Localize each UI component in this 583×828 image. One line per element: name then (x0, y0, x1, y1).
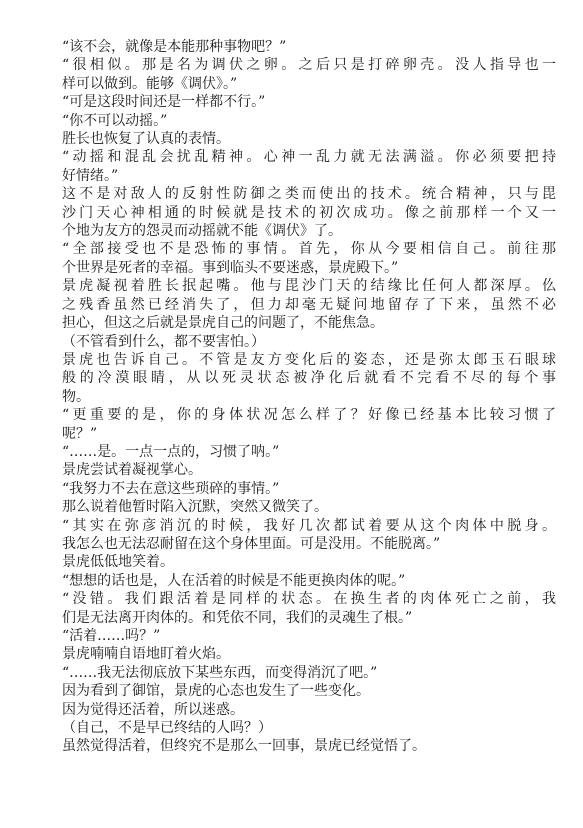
text-line: “没错。我们跟活着是同样的状态。在换生者的肉体死亡之前，我 (62, 591, 556, 608)
text-line: 个地为友方的怨灵而动摇就不能《调伏》了。 (62, 223, 342, 240)
document-page (62, 38, 556, 756)
text-line: “……我无法彻底放下某些东西，而变得消沉了吧。” (62, 664, 378, 681)
text-line: 景虎也告诉自己。不管是友方变化后的姿态，还是弥太郎玉石眼球 (62, 351, 556, 368)
text-line: 物。 (62, 388, 90, 405)
text-line: “更重要的是，你的身体状况怎么样了？好像已经基本比较习惯了 (62, 407, 556, 424)
text-line: 呢？” (62, 425, 98, 442)
text-line: “可是这段时间还是一样都不行。” (62, 94, 266, 111)
text-line: 沙门天心神相通的时候就是技术的初次成功。像之前那样一个又一 (62, 204, 556, 221)
text-line: “你不可以动摇。” (62, 112, 168, 129)
text-line: 因为看到了御馆，景虎的心态也发生了一些变化。 (62, 683, 370, 700)
text-line: 这不是对敌人的反射性防御之类而使出的技术。统合精神，只与毘 (62, 186, 556, 203)
text-line: “活着……吗？” (62, 628, 161, 644)
text-line: 般的冷漠眼睛，从以死灵状态被净化后就看不完看不尽的每个事 (62, 370, 556, 387)
text-line: 虽然觉得活着，但终究不是那么一回事，景虎已经觉悟了。 (62, 738, 426, 755)
text-line: 担心，但这之后就是景虎自己的问题了，不能焦急。 (62, 315, 384, 332)
text-line: 那么说着他暂时陷入沉默，突然又微笑了。 (62, 499, 328, 516)
text-line: “很相似。那是名为调伏之卵。之后只是打碎卵壳。没人指导也一 (62, 57, 556, 74)
text-line: “动摇和混乱会扰乱精神。心神一乱力就无法满溢。你必须要把持 (62, 149, 556, 166)
text-line: 胜长也恢复了认真的表情。 (62, 131, 230, 148)
text-line: “其实在弥彦消沉的时候，我好几次都试着要从这个肉体中脱身。 (62, 517, 556, 534)
text-line: “该不会，就像是本能那种事物吧？” (62, 39, 287, 55)
text-line: 好情绪。” (62, 167, 119, 184)
text-line: 们是无法离开肉体的。和凭依不同，我们的灵魂生了根。” (62, 609, 413, 626)
text-line: 个世界是死者的幸福。事到临头不要迷惑，景虎殿下。” (62, 259, 399, 276)
text-line: 景虎凝视着胜长抿起嘴。他与毘沙门天的结缘比任何人都深厚。仫 (62, 278, 556, 295)
text-line: 景虎低低地笑着。 (62, 554, 174, 571)
text-line: 景虎喃喃自语地盯着火焰。 (62, 646, 230, 663)
text-line: “我努力不去在意这些琐碎的事情。” (62, 480, 280, 497)
text-line: 样可以做到。能够《调伏》。” (62, 75, 238, 92)
text-line: 景虎尝试着凝视掌心。 (62, 462, 202, 479)
text-line: 因为觉得还活着，所以迷惑。 (62, 701, 244, 718)
text-line: 之残香虽然已经消失了，但力却毫无疑问地留存了下来，虽然不必 (62, 296, 556, 313)
text-line: （不管看到什么，都不要害怕。） (62, 333, 265, 350)
text-line: “全部接受也不是恐怖的事情。首先，你从今要相信自己。前往那 (62, 241, 556, 258)
text-line: （自己，不是早已终结的人吗？） (62, 720, 272, 737)
text-line: 我怎么也无法忍耐留在这个身体里面。可是没用。不能脱离。” (62, 535, 441, 552)
text-line: “……是。一点一点的，习惯了呐。” (62, 443, 280, 460)
text-line: “想想的话也是，人在活着的时候是不能更换肉体的呢。” (62, 572, 406, 589)
